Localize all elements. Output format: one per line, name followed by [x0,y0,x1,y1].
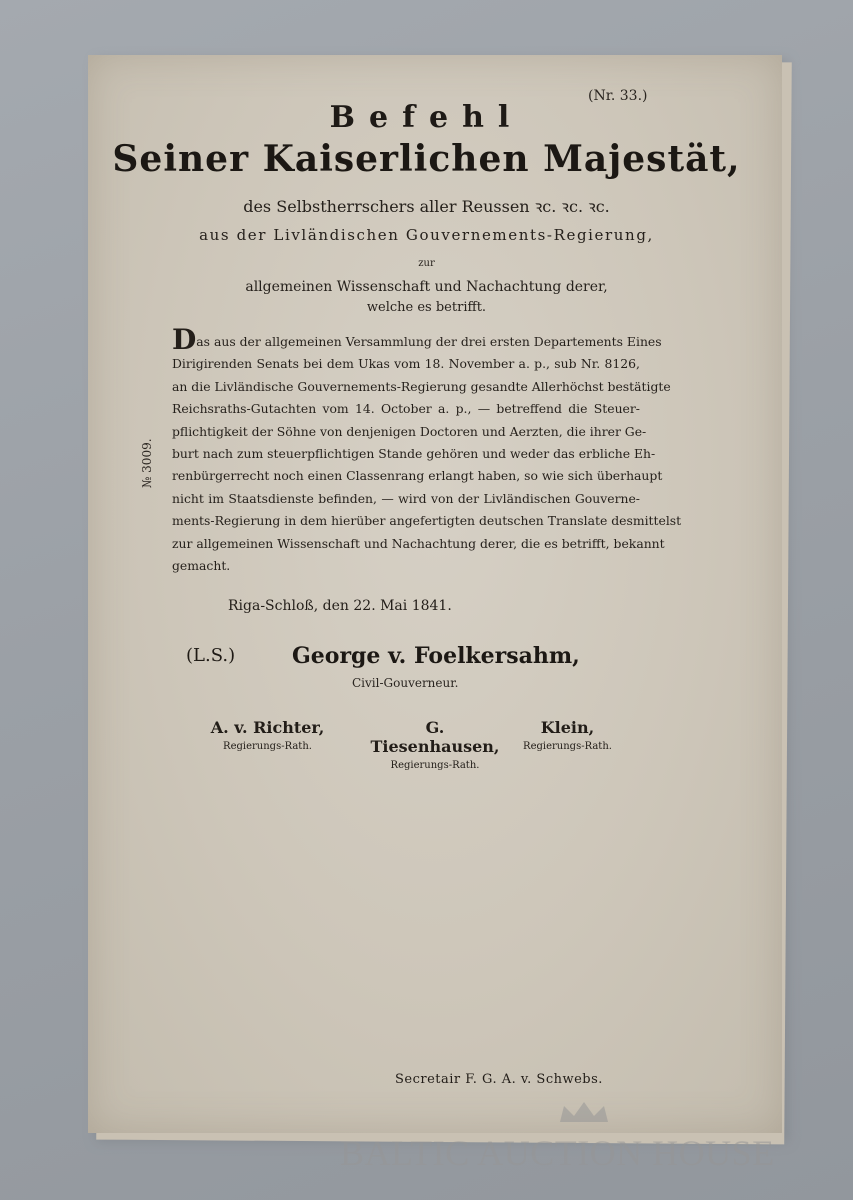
crown-icon [556,1100,612,1126]
heading-line-3: zur [418,258,435,269]
watermark-text: BALTIC AUCTION HOUSE [340,1133,775,1173]
signatory-role: Regierungs-Rath. [223,741,312,752]
governor-name: George v. Foelkersahm, [292,643,580,669]
body-line: Dirigirenden Senats bei dem Ukas vom 18. November a. p., sub Nr. 8126, [172,356,640,372]
signatory-richter [200,718,335,752]
body-line: burt nach zum steuerpflichtigen Stande gehören und weder das erbliche Eh- [172,446,656,462]
body-line: Reichsraths-Gutachten vom 14. October a. p., — betreffend die Steuer- [172,401,640,417]
signatory-role: Regierungs-Rath. [390,760,480,771]
secretary-line: Secretair F. G. A. v. Schwebs. [395,1072,603,1087]
heading-line-5: welche es betrifft. [366,300,487,315]
signatory-klein [510,718,625,752]
drop-cap: D [172,323,197,356]
body-line: Das aus der allgemeinen Versammlung der drei ersten Departements Eines [172,323,662,356]
date-line: Riga-Schloß, den 22. Mai 1841. [228,598,452,614]
body-line: ments-Regierung in dem hierüber angefertigten deutschen Translate desmittelst [172,513,682,529]
document-number: (Nr. 33.) [588,88,648,104]
signatory-name: Klein, [540,718,595,737]
body-paragraph [172,323,682,577]
body-line: an die Livländische Gouvernements-Regierung gesandte Allerhöchst bestätigte [172,378,671,394]
document-title: Befehl [329,100,524,135]
body-line: zur allgemeinen Wissenschaft und Nachachtung derer, die es betrifft, bekannt [172,535,665,551]
heading-line-2: aus der Livländischen Gouvernements-Regierung, [199,226,654,244]
heading-line-4: allgemeinen Wissenschaft und Nachachtung derer, [245,279,608,295]
heading-line-1: des Selbstherrschers aller Reussen ꝛc. ꝛc. ꝛc. [243,197,610,216]
signatory-tiesenhausen [360,718,510,771]
governor-title: Civil-Gouverneur. [352,676,459,690]
seal-mark: (L.S.) [186,645,236,666]
body-line: pflichtigkeit der Söhne von denjenigen Doctoren und Aerzten, die ihrer Ge- [172,423,647,439]
registry-number: № 3009. [140,438,154,488]
signatory-name: G. Tiesenhausen, [370,718,500,756]
signatory-name: A. v. Richter, [210,718,325,737]
majesty-heading: Seiner Kaiserlichen Majestät, [112,138,741,180]
signatory-role: Regierungs-Rath. [523,741,612,752]
body-line: nicht im Staatsdienste befinden, — wird von der Livländischen Gouverne- [172,490,640,506]
body-line: gemacht. [172,558,231,574]
body-line: renbürgerrecht noch einen Classenrang erlangt haben, so wie sich überhaupt [172,468,663,484]
